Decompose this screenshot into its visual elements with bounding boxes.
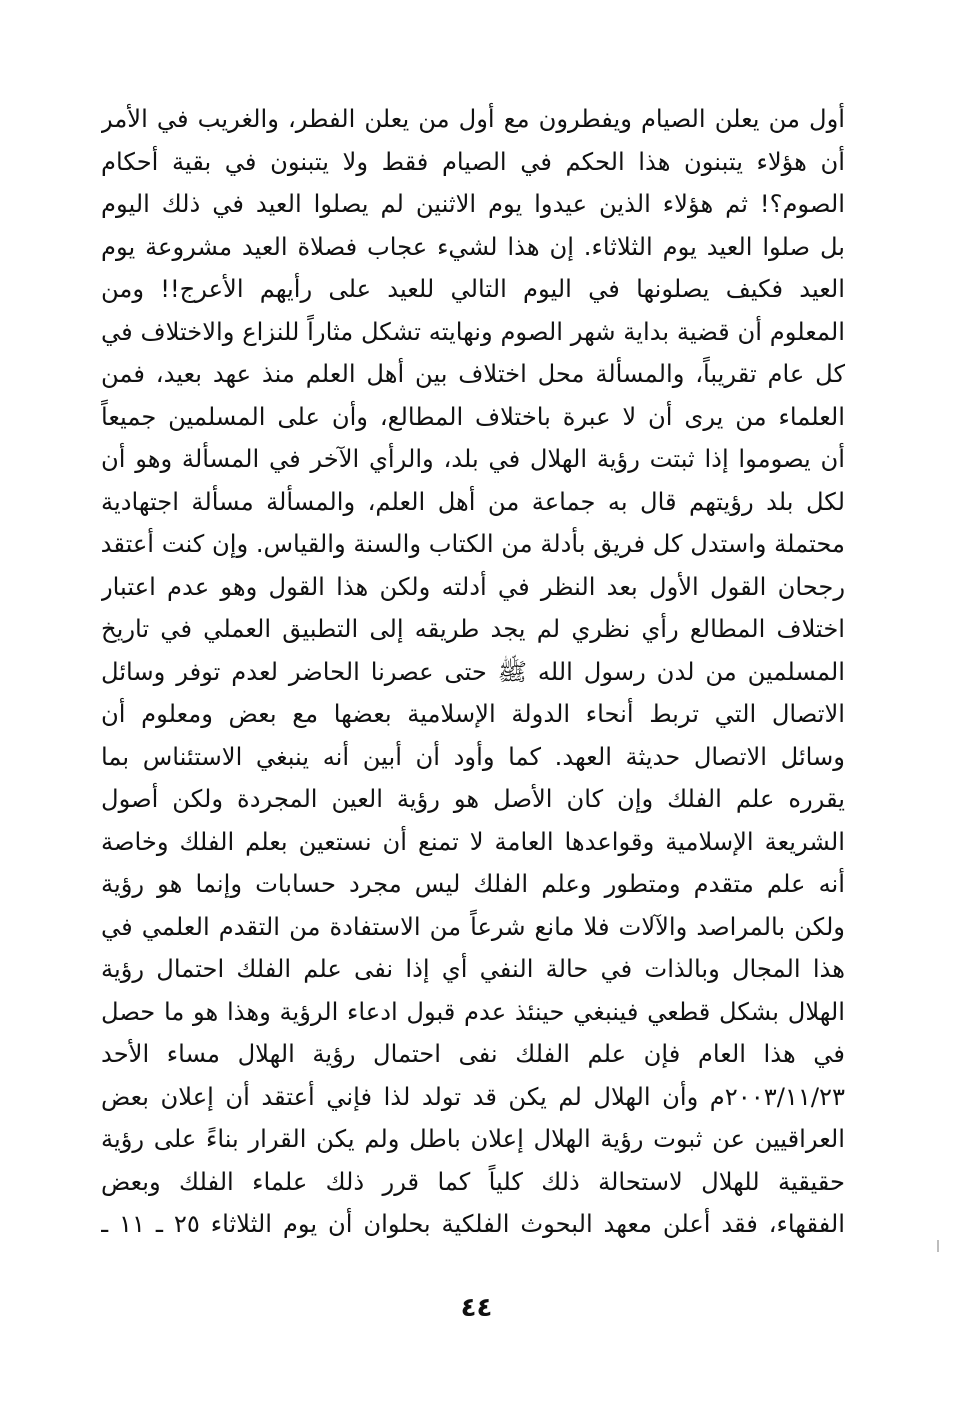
text-line: ولكن بالمراصد والآلات فلا مانع شرعاً من الاستفادة من التقدم العلمي في	[101, 912, 845, 941]
text-line: أول من يعلن الصيام ويفطرون مع أول من يعلن الفطر، والغريب في الأمر	[101, 105, 845, 133]
text-line: محتملة واستدل كل فريق بأدلة من الكتاب والسنة والقياس. وإن كنت أعتقد	[101, 530, 845, 558]
text-line: كل عام تقريباً، والمسألة محل اختلاف بين أهل العلم منذ عهد بعيد، فمن	[101, 360, 845, 388]
scan-edge-mark	[937, 1240, 939, 1252]
text-line: أن هؤلاء يتبنون هذا الحكم في الصيام فقط ولا يتبنون في بقية أحكام	[101, 147, 845, 176]
text-line: اختلاف المطالع رأي نظري لم يجد طريقه إلى التطبيق العملي في تاريخ	[101, 615, 845, 643]
text-line: العيد فكيف يصلونها في اليوم التالي للعيد على رأيهم الأعرج!! ومن	[101, 275, 845, 303]
text-line: العراقيين عن ثبوت رؤية الهلال إعلان باطل ولم يكن القرار بناءً على رؤية	[101, 1125, 845, 1153]
text-line: المعلوم أن قضية بداية شهر الصوم ونهايته تشكل مثاراً للنزاع والاختلاف في	[101, 317, 845, 346]
text-line: وسائل الاتصال حديثة العهد. كما وأود أن أبين أنه ينبغي الاستئناس بما	[101, 742, 845, 771]
text-line: رجحان القول الأول بعد النظر في أدلته ولكن هذا القول وهو عدم اعتبار	[101, 572, 845, 601]
text-line: الاتصال التي تربط أنحاء الدولة الإسلامية بعضها مع بعض ومعلوم أن	[101, 700, 845, 728]
text-line: بل صلوا العيد يوم الثلاثاء. إن هذا لشيء عجاب فصلاة العيد مشروعة يوم	[101, 232, 845, 261]
text-line: يقرره علم الفلك وإن كان الأصل هو رؤية العين المجردة ولكن أصول	[101, 785, 845, 813]
body-text	[101, 98, 845, 1246]
page-number: ٤٤	[460, 1293, 493, 1323]
text-line: الفقهاء، فقد أعلن معهد البحوث الفلكية بحلوان أن يوم الثلاثاء ٢٥ ـ ١١ ـ	[101, 1210, 845, 1238]
text-line: الشريعة الإسلامية وقواعدها العامة لا تمنع أن نستعين بعلم الفلك وخاصة	[101, 827, 845, 856]
text-line: في هذا العام فإن علم الفلك نفى احتمال رؤية الهلال مساء الأحد	[101, 1040, 845, 1068]
text-line: العلماء من يرى أن لا عبرة باختلاف المطالع، وأن على المسلمين جميعاً	[101, 402, 845, 431]
text-line: أن يصوموا إذا ثبتت رؤية الهلال في بلد، والرأي الآخر في المسألة وهو أن	[101, 445, 845, 473]
text-line: هذا المجال وبالذات في حالة النفي أي إذا نفى علم الفلك احتمال رؤية	[101, 955, 845, 983]
text-line: لكل بلد رؤيتهم قال به جماعة من أهل العلم، والمسألة مسألة اجتهادية	[101, 487, 845, 516]
text-line: الهلال بشكل قطعي فينبغي حينئذ عدم قبول ادعاء الرؤية وهذا هو ما حصل	[101, 997, 845, 1026]
text-line: الصوم؟! ثم هؤلاء الذين عيدوا يوم الاثنين لم يصلوا العيد في ذلك اليوم	[101, 190, 845, 218]
text-line: ٢٠٠٣/١١/٢٣م وأن الهلال لم يكن قد تولد لذا فإني أعتقد أن إعلان بعض	[101, 1082, 845, 1111]
text-line: المسلمين من لدن رسول الله ﷺ حتى عصرنا الحاضر لعدم توفر وسائل	[101, 657, 845, 686]
text-line: أنه علم متقدم ومتطور وعلم الفلك ليس مجرد حسابات وإنما هو رؤية	[101, 870, 845, 898]
text-line: حقيقية للهلال لاستحالة ذلك كلياً كما قرر ذلك علماء الفلك وبعض	[101, 1167, 845, 1196]
